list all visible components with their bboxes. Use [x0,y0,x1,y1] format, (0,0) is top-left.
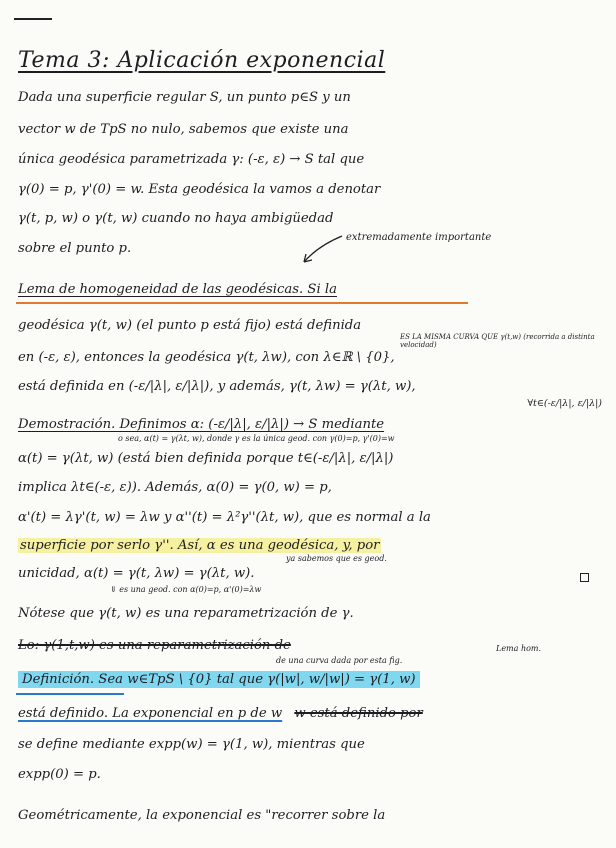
note-forall: ∀t∈(-ε/|λ|, ε/|λ|) [527,398,602,409]
text-line: Dada una superficie regular S, un punto p∈S y un [18,90,351,105]
definition-text: Definición. Sea w∈TpS \ {0} tal que γ(|w|, w/|w|) = γ(1, w) [18,671,420,688]
text-line: está definida en (-ε/|λ|, ε/|λ|), y además, γ(t, λw) = γ(λt, w), [18,379,416,394]
text-line: α'(t) = λγ'(t, w) = λw y α''(t) = λ²γ''(λt, w), que es normal a la [18,510,431,525]
note-strike: de una curva dada por esta fig. [276,656,403,665]
struck-end: w está definido por [294,706,423,721]
text-line: sobre el punto p. [18,241,132,256]
definition-line [18,672,606,687]
text-line: unicidad, α(t) = γ(t, λw) = γ(λt, w). [18,566,255,581]
text-line: Geométricamente, la exponencial es "recorrer sobre la [18,808,386,823]
note-is-geod: ⇓ es una geod. con α(0)=p, α'(0)=λw [110,585,262,594]
arrow-icon [300,232,346,266]
text-line: α(t) = γ(λt, w) (está bien definida porque t∈(-ε/|λ|, ε/|λ|) [18,451,394,466]
note-important: extremadamente importante [346,232,492,243]
text-line: expp(0) = p. [18,767,101,782]
text-line: implica λt∈(-ε, ε)). Además, α(0) = γ(0, w) = p, [18,480,332,495]
page-title: Tema 3: Aplicación exponencial [18,48,386,73]
note-proof: o sea, α(t) = γ(λt, w), donde γ es la única geod. con γ(0)=p, γ'(0)=w [118,434,395,443]
struck-text: Lo: γ(1,t,w) es una reparametrización de [18,638,291,653]
qed-square [580,573,589,582]
text-line: vector w de TpS no nulo, sabemos que existe una [18,122,349,137]
text-line: γ(t, p, w) o γ(t, w) cuando no haya ambigüedad [18,211,334,226]
text-line: geodésica γ(t, w) (el punto p está fijo) está definida [18,318,362,333]
text-line [18,538,606,553]
lemma-title: Lema de homogeneidad de las geodésicas. Si la [18,282,337,297]
note-same-curve: ES LA MISMA CURVA QUE γ(t,w) (recorrida a distinta velocidad) [400,333,595,349]
exp-def-text: está definido. La exponencial en p de w [18,706,283,721]
note-lemma-hom: Lema hom. [496,644,542,653]
proof-text: Demostración. Definimos α: (-ε/|λ|, ε/|λ|) → S mediante [18,417,385,432]
text-line: γ(0) = p, γ'(0) = w. Esta geodésica la vamos a denotar [18,182,381,197]
orange-underline [16,302,468,304]
lemma-heading-line [18,282,606,297]
text-line [18,706,606,721]
text-line: en (-ε, ε), entonces la geodésica γ(t, λw), con λ∈ℝ \ {0}, [18,350,395,365]
text-line: Nótese que γ(t, w) es una reparametrización de γ. [18,606,354,621]
note-known-geod: ya sabemos que es geod. [286,554,387,563]
highlighted-text: superficie por serlo γ''. Así, α es una geodésica, y, por [20,538,380,553]
blue-underline [16,693,124,695]
top-dash [14,18,52,20]
proof-line [18,417,606,432]
text-line: se define mediante expp(w) = γ(1, w), mientras que [18,737,365,752]
text-line: única geodésica parametrizada γ: (-ε, ε) → S tal que [18,152,365,167]
